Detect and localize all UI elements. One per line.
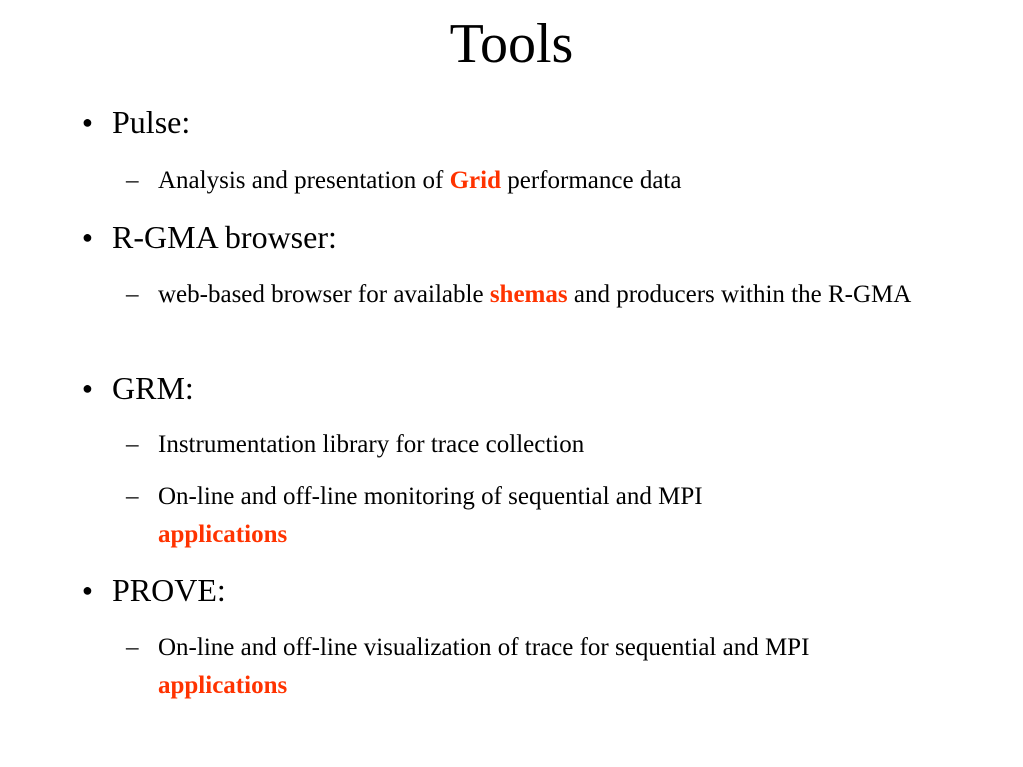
- slide-title: Tools: [449, 13, 574, 75]
- bullet-pulse: [72, 104, 972, 140]
- bullet-label: R-GMA browser:: [112, 219, 337, 255]
- bullet-label: Pulse:: [112, 104, 191, 140]
- highlight-text: applications: [158, 672, 288, 699]
- bullet-rgma-browser: [72, 219, 972, 255]
- highlight-text: Grid: [449, 167, 502, 194]
- highlight-text: shemas: [489, 281, 568, 308]
- bullet-dot-icon: ●: [82, 112, 93, 132]
- dash-icon: –: [126, 483, 139, 510]
- dash-icon: –: [126, 167, 139, 194]
- highlight-text: applications: [158, 521, 288, 548]
- subitem-grm-2: [126, 478, 826, 554]
- subitem-text: Analysis and presentation of Grid performance data: [158, 167, 682, 194]
- bullet-dot-icon: ●: [82, 227, 93, 247]
- subitem-prove-1: [126, 629, 916, 705]
- subitem-rgma-1: [126, 276, 946, 314]
- dash-icon: –: [126, 431, 139, 458]
- bullet-prove: [72, 572, 972, 608]
- bullet-grm: [72, 370, 972, 406]
- bullet-label: PROVE:: [112, 572, 226, 608]
- subitem-text: On-line and off-line visualization of trace for sequential and MPI applications: [158, 634, 810, 699]
- subitem-text: web-based browser for available shemas and producers within the R-GMA: [158, 281, 912, 308]
- subitem-pulse-1: [126, 162, 946, 200]
- dash-icon: –: [126, 634, 139, 661]
- bullet-dot-icon: ●: [82, 378, 93, 398]
- dash-icon: –: [126, 281, 139, 308]
- bullet-dot-icon: ●: [82, 580, 93, 600]
- subitem-text: Instrumentation library for trace collection: [158, 431, 585, 458]
- subitem-grm-1: [126, 426, 946, 464]
- subitem-text: On-line and off-line monitoring of sequential and MPI applications: [158, 483, 703, 548]
- bullet-label: GRM:: [112, 370, 194, 406]
